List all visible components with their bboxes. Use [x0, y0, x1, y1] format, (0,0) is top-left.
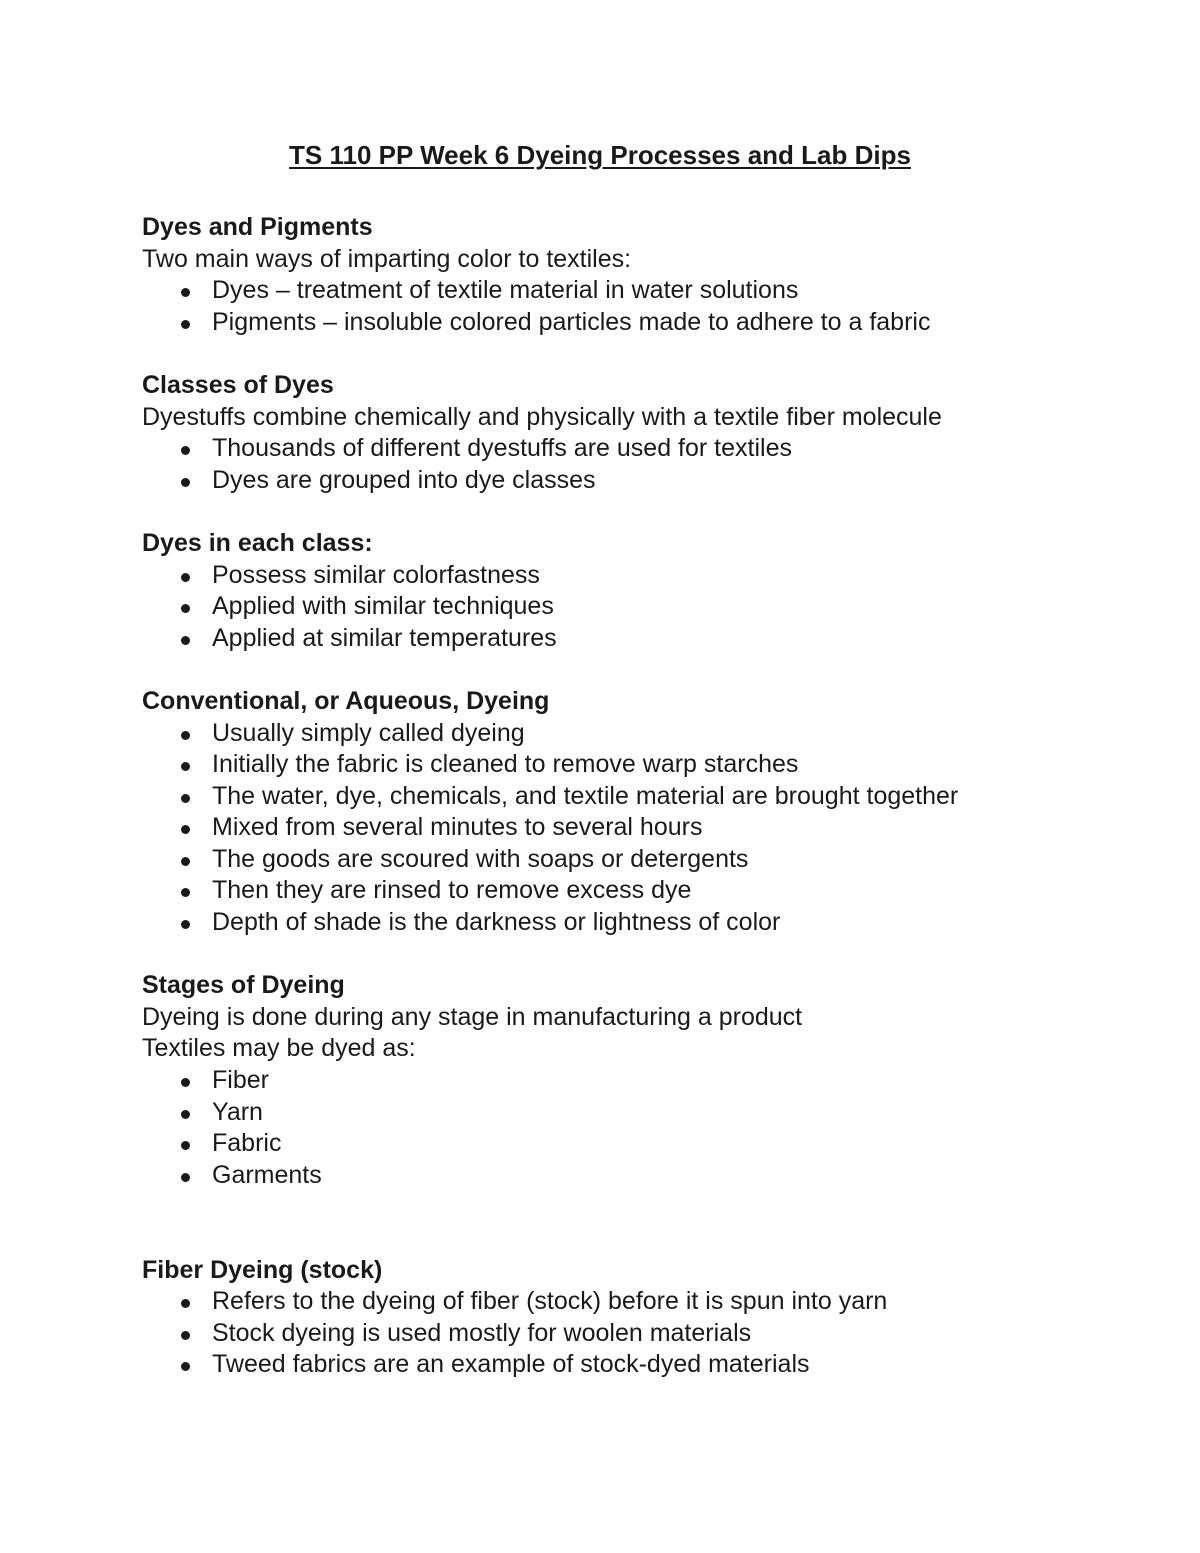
- section-dyes-and-pigments: [142, 212, 1142, 338]
- bullet-list: [142, 275, 1142, 338]
- list-item: Tweed fabrics are an example of stock-dyed materials: [142, 1349, 1142, 1381]
- list-item: Pigments – insoluble colored particles made to adhere to a fabric: [142, 307, 1142, 339]
- list-item: Possess similar colorfastness: [142, 560, 1142, 592]
- bullet-list: [142, 1065, 1142, 1191]
- list-item: Dyes – treatment of textile material in water solutions: [142, 275, 1142, 307]
- section-stages-of-dyeing: [142, 970, 1142, 1191]
- section-intro: Textiles may be dyed as:: [142, 1034, 416, 1063]
- section-heading: Classes of Dyes: [142, 370, 334, 399]
- bullet-list: [142, 560, 1142, 655]
- list-item: Fabric: [142, 1128, 1142, 1160]
- list-item: Depth of shade is the darkness or lightness of color: [142, 907, 1142, 939]
- section-conventional-dyeing: [142, 686, 1142, 939]
- list-item: Thousands of different dyestuffs are used for textiles: [142, 433, 1142, 465]
- section-intro: Dyestuffs combine chemically and physically with a textile fiber molecule: [142, 402, 942, 431]
- section-heading: Dyes in each class:: [142, 528, 373, 557]
- list-item: Garments: [142, 1160, 1142, 1192]
- list-item: Dyes are grouped into dye classes: [142, 465, 1142, 497]
- section-heading: Conventional, or Aqueous, Dyeing: [142, 686, 550, 715]
- list-item: Yarn: [142, 1097, 1142, 1129]
- document-title: TS 110 PP Week 6 Dyeing Processes and Lab Dips: [289, 140, 911, 170]
- list-item: Refers to the dyeing of fiber (stock) before it is spun into yarn: [142, 1286, 1142, 1318]
- section-intro: Dyeing is done during any stage in manufacturing a product: [142, 1002, 803, 1031]
- list-item: Fiber: [142, 1065, 1142, 1097]
- section-fiber-dyeing: [142, 1255, 1142, 1381]
- list-item: Usually simply called dyeing: [142, 718, 1142, 750]
- bullet-list: [142, 433, 1142, 496]
- list-item: Then they are rinsed to remove excess dye: [142, 875, 1142, 907]
- document-body: [142, 212, 1142, 1381]
- bullet-list: [142, 1286, 1142, 1381]
- section-heading: Dyes and Pigments: [142, 213, 373, 241]
- bullet-list: [142, 718, 1142, 939]
- list-item: Mixed from several minutes to several hours: [142, 812, 1142, 844]
- list-item: The goods are scoured with soaps or detergents: [142, 844, 1142, 876]
- section-heading: Fiber Dyeing (stock): [142, 1255, 383, 1284]
- list-item: Stock dyeing is used mostly for woolen materials: [142, 1318, 1142, 1350]
- section-dyes-in-each-class: [142, 528, 1142, 654]
- list-item: The water, dye, chemicals, and textile material are brought together: [142, 781, 1142, 813]
- list-item: Applied with similar techniques: [142, 591, 1142, 623]
- section-heading: Stages of Dyeing: [142, 971, 345, 1000]
- section-classes-of-dyes: [142, 370, 1142, 496]
- list-item: Applied at similar temperatures: [142, 623, 1142, 655]
- section-intro: Two main ways of imparting color to textiles:: [142, 244, 632, 273]
- list-item: Initially the fabric is cleaned to remove warp starches: [142, 749, 1142, 781]
